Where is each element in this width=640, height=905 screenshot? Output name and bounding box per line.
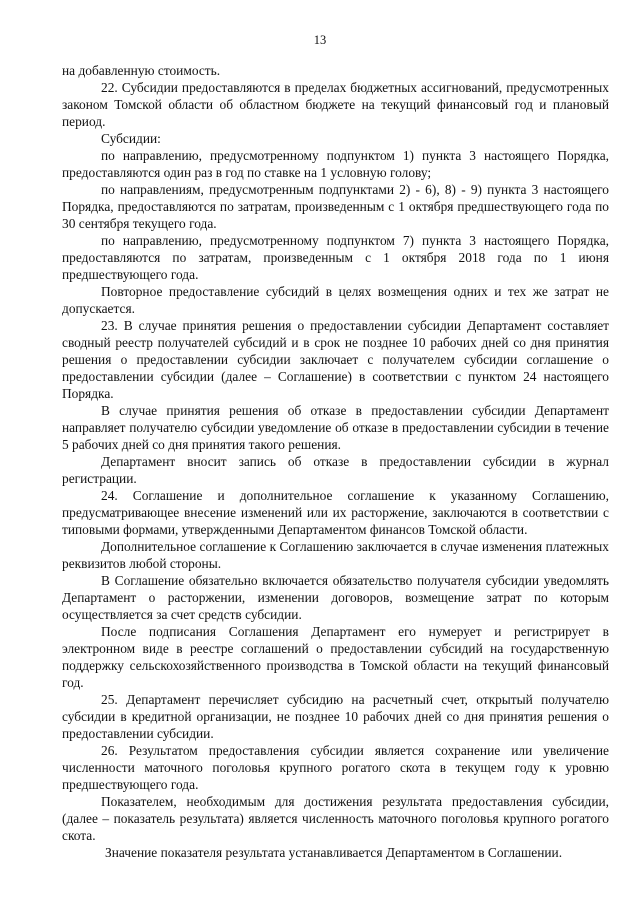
paragraph-clause-22: 22. Субсидии предоставляются в пределах бюджетных ассигнований, предусмотренных законом Томской области об областном бюджете на текущий финансовый год и плановый период. xyxy=(62,80,609,129)
paragraph-clause-25: 25. Департамент перечисляет субсидию на расчетный счет, открытый получателю субсидии в кредитной организации, не позднее 10 рабочих дней со дня принятия решения о предоставлении субсидии. xyxy=(62,692,609,741)
paragraph-clause-23: 23. В случае принятия решения о предоставлении субсидии Департамент составляет сводный реестр получателей субсидий и в срок не позднее 10 рабочих дней со дня принятия решения о предоставлении субсидии заключает с получателем субсидии соглашение о предоставлении субсидии (далее – Соглашение) в соответствии с пунктом 24 настоящего Порядка. xyxy=(62,318,609,401)
paragraph-direction-1: по направлению, предусмотренному подпунктом 1) пункта 3 настоящего Порядка, предоставляются один раз в год по ставке на 1 условную голову; xyxy=(62,148,609,180)
document-body xyxy=(62,62,609,861)
paragraph-clause-26: 26. Результатом предоставления субсидии является сохранение или увеличение численности маточного поголовья крупного рогатого скота в текущем году к уровню предшествующего года. xyxy=(62,743,609,792)
paragraph-no-repeat: Повторное предоставление субсидий в целях возмещения одних и тех же затрат не допускается. xyxy=(62,284,609,316)
paragraph-direction-7: по направлению, предусмотренному подпунктом 7) пункта 3 настоящего Порядка, предоставляются по затратам, произведенным с 1 октября 2018 года по 1 июня предшествующего года. xyxy=(62,233,609,282)
paragraph-indicator: Показателем, необходимым для достижения результата предоставления субсидии, (далее – показатель результата) является численность маточного поголовья крупного рогатого скота. xyxy=(62,794,609,843)
paragraph-refusal-journal: Департамент вносит запись об отказе в предоставлении субсидии в журнал регистрации. xyxy=(62,454,609,486)
paragraph-refusal-notice: В случае принятия решения об отказе в предоставлении субсидии Департамент направляет получателю субсидии уведомление об отказе в предоставлении субсидии в течение 5 рабочих дней со дня принятия такого решения. xyxy=(62,403,609,452)
paragraph-continuation: на добавленную стоимость. xyxy=(62,63,221,78)
paragraph-clause-24: 24. Соглашение и дополнительное соглашение к указанному Соглашению, предусматривающее внесение изменений или их расторжение, заключаются в соответствии с типовыми формами, утвержденными Департаментом финансов Томской области. xyxy=(62,488,609,537)
page-number: 13 xyxy=(313,33,327,47)
paragraph-indicator-value: Значение показателя результата устанавливается Департаментом в Соглашении. xyxy=(105,845,563,860)
paragraph-registration: После подписания Соглашения Департамент его нумерует и регистрирует в электронном виде в реестре соглашений о предоставлении субсидий на государственную поддержку сельскохозяйственного производства в Томской области на текущий финансовый год. xyxy=(62,624,609,690)
paragraph-directions-2-9: по направлениям, предусмотренным подпунктами 2) - 6), 8) - 9) пункта 3 настоящего Порядка, предоставляются по затратам, произведенным с 1 октября предшествующего года по 30 сентября текущего года. xyxy=(62,182,609,231)
paragraph-obligation: В Соглашение обязательно включается обязательство получателя субсидии уведомлять Департамент о расторжении, изменении договоров, возмещение затрат по которым осуществляется за счет средств субсидии. xyxy=(62,573,609,622)
paragraph-subsidies-heading: Субсидии: xyxy=(101,131,161,146)
paragraph-additional-agreement: Дополнительное соглашение к Соглашению заключается в случае изменения платежных реквизитов любой стороны. xyxy=(62,539,609,571)
